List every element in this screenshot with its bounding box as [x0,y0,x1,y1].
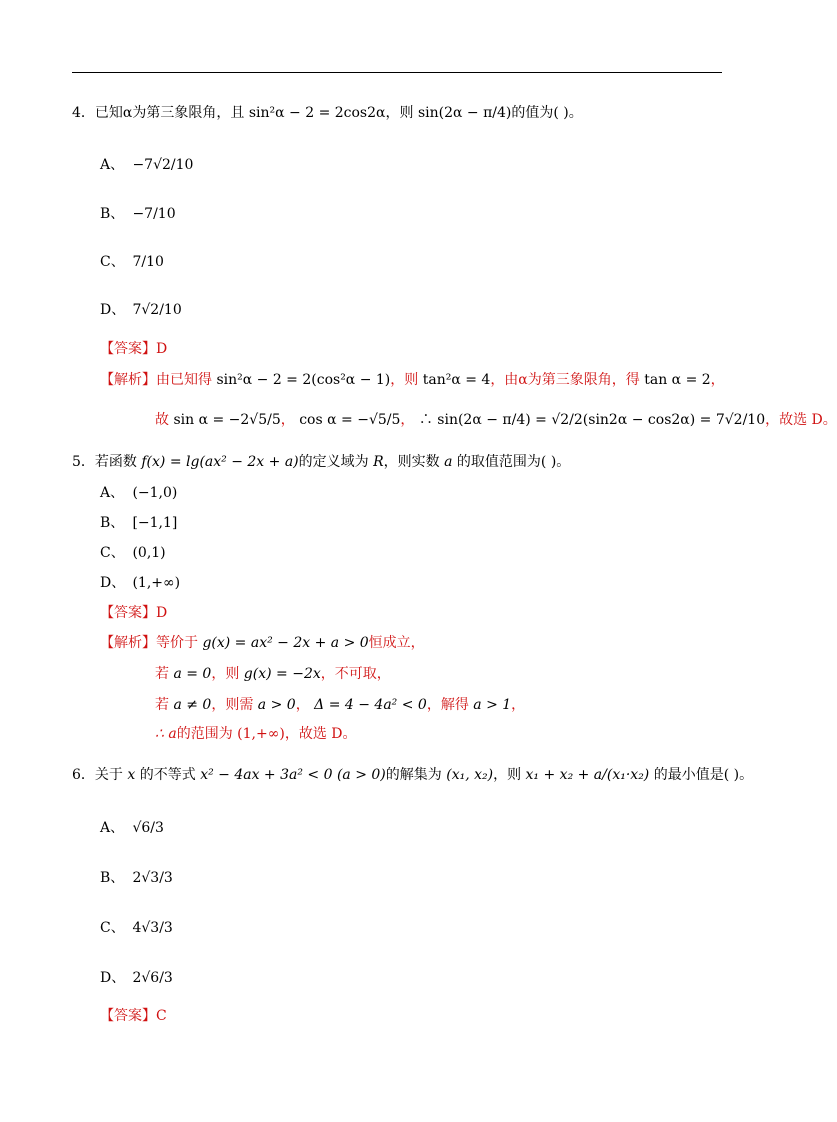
answer-label: 【答案】 [100,1008,156,1024]
option-a[interactable] [100,158,193,172]
analysis-text: 等价于 [156,635,198,651]
target-expression: sin(2α − π/4) [417,105,512,121]
option-label: A、 [100,157,125,173]
question-number: 5． [72,454,95,470]
analysis-text: ， [511,697,526,713]
analysis-formula: ∴ sin(2α − π/4) = √2/2(sin2α − cos2α) = 7√2/10 [418,412,766,428]
stem-text: ，则 [493,767,522,783]
stem-text: ，则实数 [383,454,440,470]
analysis-text: ，由α为第三象限角，得 [490,372,640,388]
question-5-stem [72,455,570,469]
stem-text: 的值为( )。 [511,105,583,121]
analysis-line [155,727,357,741]
question-6-stem [72,768,753,782]
stem-text: 的定义域为 [298,454,369,470]
analysis-text: ，不可取， [320,666,391,682]
analysis-label: 【解析】 [100,635,156,651]
analysis-line [155,667,391,681]
option-b[interactable] [100,871,173,885]
option-value: 2√3/3 [132,870,173,886]
option-label: B、 [100,870,125,886]
analysis-text: ，则 [211,666,240,682]
analysis-text: 若 [155,697,169,713]
option-label: A、 [100,485,125,501]
option-label: D、 [100,575,126,591]
answer-label: 【答案】 [100,341,156,357]
stem-text: 的不等式 [139,767,196,783]
answer-label: 【答案】 [100,605,156,621]
analysis-formula: tan α = 2 [644,372,711,388]
option-a[interactable] [100,486,177,500]
question-number: 4． [72,105,95,121]
option-value: 2√6/3 [132,970,173,986]
analysis-text: ，解得 [426,697,469,713]
analysis-formula: a = 0 [173,666,212,682]
analysis-formula: sin α = −2√5/5 [173,412,281,428]
option-label: B、 [100,206,125,222]
option-label: D、 [100,970,126,986]
analysis-text: 恒成立， [368,635,425,651]
analysis-line: 故 sin α = −2√5/5， cos α = −√5/5， ∴ sin(2α − π/4) = √2/2(sin2α − cos2α) = 7√2/10，故选 D。 [155,412,837,428]
option-value: (1,+∞) [132,575,181,591]
analysis-text: ，故选 D。 [765,412,837,428]
option-c[interactable] [100,255,164,269]
option-b[interactable] [100,516,177,530]
stem-text: 的取值范围为( )。 [456,454,571,470]
option-value: 7√2/10 [132,302,182,318]
stem-text: ，则 [385,105,414,121]
stem-var: a [444,454,453,470]
analysis-text: 若 [155,666,169,682]
analysis-text: 的范围为 [176,726,233,742]
analysis-line [100,636,425,650]
analysis-text: 故 [155,412,169,428]
analysis-line [155,698,525,712]
target-expression: x₁ + x₂ + a/(x₁·x₂) [525,767,650,783]
analysis-formula: a > 1 [473,697,512,713]
stem-text: 若函数 [94,454,137,470]
analysis-text: ，则 [390,372,419,388]
analysis-formula: sin²α − 2 = 2(cos²α − 1) [216,372,391,388]
answer-value: D [156,605,168,621]
question-number: 6． [72,767,95,783]
option-label: C、 [100,920,125,936]
solution-set: (x₁, x₂) [446,767,494,783]
condition-formula: sin²α − 2 = 2cos2α [248,105,386,121]
option-d[interactable] [100,576,180,590]
analysis-text: ∴ a [155,726,177,742]
analysis-text: ，故选 D。 [284,726,357,742]
inequality-formula: x² − 4ax + 3a² < 0 (a > 0) [200,767,386,783]
analysis-label: 【解析】 [100,372,156,388]
option-value: 7/10 [132,254,164,270]
option-a[interactable] [100,821,164,835]
option-label: A、 [100,820,125,836]
analysis-formula: g(x) = −2x [243,666,321,682]
analysis-formula: Δ = 4 − 4a² < 0 [314,697,427,713]
analysis-formula: (1,+∞) [237,726,285,742]
option-label: C、 [100,545,125,561]
stem-text: 的最小值是( )。 [653,767,754,783]
stem-text: 关于 [94,767,123,783]
option-value: 4√3/3 [132,920,173,936]
option-label: C、 [100,254,125,270]
option-value: −7/10 [132,206,176,222]
analysis-line [100,373,725,387]
option-value: −7√2/10 [132,157,194,173]
question-4-stem [72,106,583,120]
stem-var: x [127,767,136,783]
analysis-formula: g(x) = ax² − 2x + a > 0 [202,635,369,651]
analysis-text: ，则需 [211,697,254,713]
option-d[interactable] [100,971,173,985]
option-label: B、 [100,515,125,531]
analysis-text: ， [710,372,725,388]
answer-line [100,606,167,620]
option-value: [−1,1] [132,515,178,531]
function-formula: f(x) = lg(ax² − 2x + a) [141,454,299,470]
answer-line [100,1009,167,1023]
stem-text: 的解集为 [385,767,442,783]
answer-value: C [156,1008,167,1024]
stem-var: R [373,454,384,470]
header-rule [72,72,722,73]
option-d[interactable] [100,303,182,317]
analysis-text: ， [295,697,310,713]
option-c[interactable] [100,546,166,560]
analysis-formula: cos α = −√5/5 [299,412,401,428]
option-c[interactable] [100,921,173,935]
option-label: D、 [100,302,126,318]
option-value: (0,1) [132,545,166,561]
analysis-formula: tan²α = 4 [422,372,491,388]
analysis-formula: a ≠ 0 [173,697,212,713]
option-value: √6/3 [132,820,164,836]
stem-text: 已知α为第三象限角，且 [94,105,245,121]
option-value: (−1,0) [132,485,178,501]
analysis-text: 由已知得 [156,372,212,388]
answer-line [100,342,167,356]
analysis-formula: a > 0 [257,697,296,713]
answer-value: D [156,341,168,357]
option-b[interactable] [100,207,176,221]
